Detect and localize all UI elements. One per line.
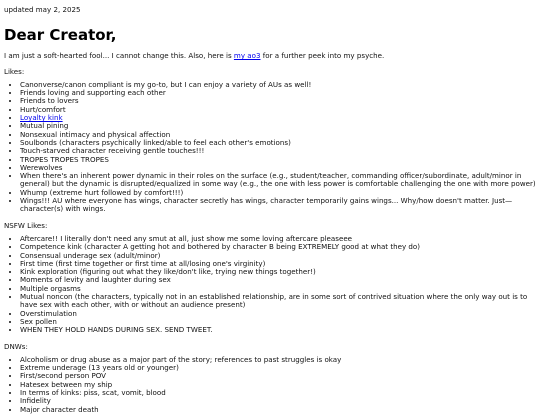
list-item: • Multiple orgasms <box>20 285 536 293</box>
nsfw-likes-list <box>4 235 536 335</box>
list-item: • Infidelity <box>20 397 536 405</box>
intro-paragraph <box>4 52 536 60</box>
likes-heading: Likes: <box>4 66 25 76</box>
page-title: Dear Creator, <box>4 26 117 45</box>
list-item: • Aftercare!! I literally don't need any smut at all, just show me some loving aftercare pleaseee <box>20 235 536 243</box>
nsfw-likes-heading: NSFW Likes: <box>4 220 48 230</box>
list-item: • Werewolves <box>20 164 536 172</box>
list-item: • When there's an inherent power dynamic in their roles on the surface (e.g., student/teacher, commanding officer/subordinate, adult/minor in general) but the dynamic is disrupted/equalized in some way (e.g., the one with less power is comfortable challenging the one with more power) <box>20 172 536 189</box>
list-item: • TROPES TROPES TROPES <box>20 156 536 164</box>
list-item: • Friends to lovers <box>20 97 536 105</box>
list-item: • Nonsexual intimacy and physical affection <box>20 131 536 139</box>
list-item: • Major character death <box>20 406 536 414</box>
list-item: • Touch-starved character receiving gentle touches!!! <box>20 147 536 155</box>
intro-text-before: I am just a soft-hearted fool... I cannot change this. Also, here is <box>4 51 234 61</box>
list-item: • Consensual underage sex (adult/minor) <box>20 252 536 260</box>
list-item: • First time (first time together or first time at all/losing one's virginity) <box>20 260 536 268</box>
list-item: • Mutual pining <box>20 122 536 130</box>
list-item: • Hatesex between my ship <box>20 381 536 389</box>
list-item: • Kink exploration (figuring out what they like/don't like, trying new things together!) <box>20 268 536 276</box>
list-item: • WHEN THEY HOLD HANDS DURING SEX. SEND TWEET. <box>20 326 536 334</box>
dnws-list <box>4 356 536 414</box>
likes-list <box>4 81 536 214</box>
list-item: • First/second person POV <box>20 372 536 380</box>
list-item: • In terms of kinks: piss, scat, vomit, blood <box>20 389 536 397</box>
intro-text-after: for a further peek into my psyche. <box>260 51 385 61</box>
list-item: • Moments of levity and laughter during sex <box>20 276 536 284</box>
list-item: • Whump (extreme hurt followed by comfort!!!) <box>20 189 536 197</box>
list-item: • Hurt/comfort <box>20 106 536 114</box>
dnws-heading: DNWs: <box>4 341 28 351</box>
list-item: • Soulbonds (characters psychically linked/able to feel each other's emotions) <box>20 139 536 147</box>
list-item: • Wings!!! AU where everyone has wings, character secretly has wings, character temporarily gains wings... Why/how doesn't matter. Just—character(s) with wings. <box>20 197 536 214</box>
updated-date: updated may 2, 2025 <box>4 5 81 14</box>
list-item: • Alcoholism or drug abuse as a major part of the story; references to past struggles is okay <box>20 356 536 364</box>
list-item <box>20 114 536 122</box>
list-item: • Canonverse/canon compliant is my go-to, but I can enjoy a variety of AUs as well! <box>20 81 536 89</box>
ao3-link[interactable]: my ao3 <box>233 51 261 61</box>
list-item: • Sex pollen <box>20 318 536 326</box>
list-item: • Overstimulation <box>20 310 536 318</box>
loyalty-kink-link[interactable]: Loyalty kink <box>20 113 63 123</box>
list-item: • Competence kink (character A getting hot and bothered by character B being EXTREMELY good at what they do) <box>20 243 536 251</box>
list-item: • Extreme underage (13 years old or younger) <box>20 364 536 372</box>
list-item: • Friends loving and supporting each other <box>20 89 536 97</box>
list-item: • Mutual noncon (the characters, typically not in an established relationship, are in some sort of contrived situation where the only way out is to have sex with each other, with or without an audience present) <box>20 293 536 310</box>
